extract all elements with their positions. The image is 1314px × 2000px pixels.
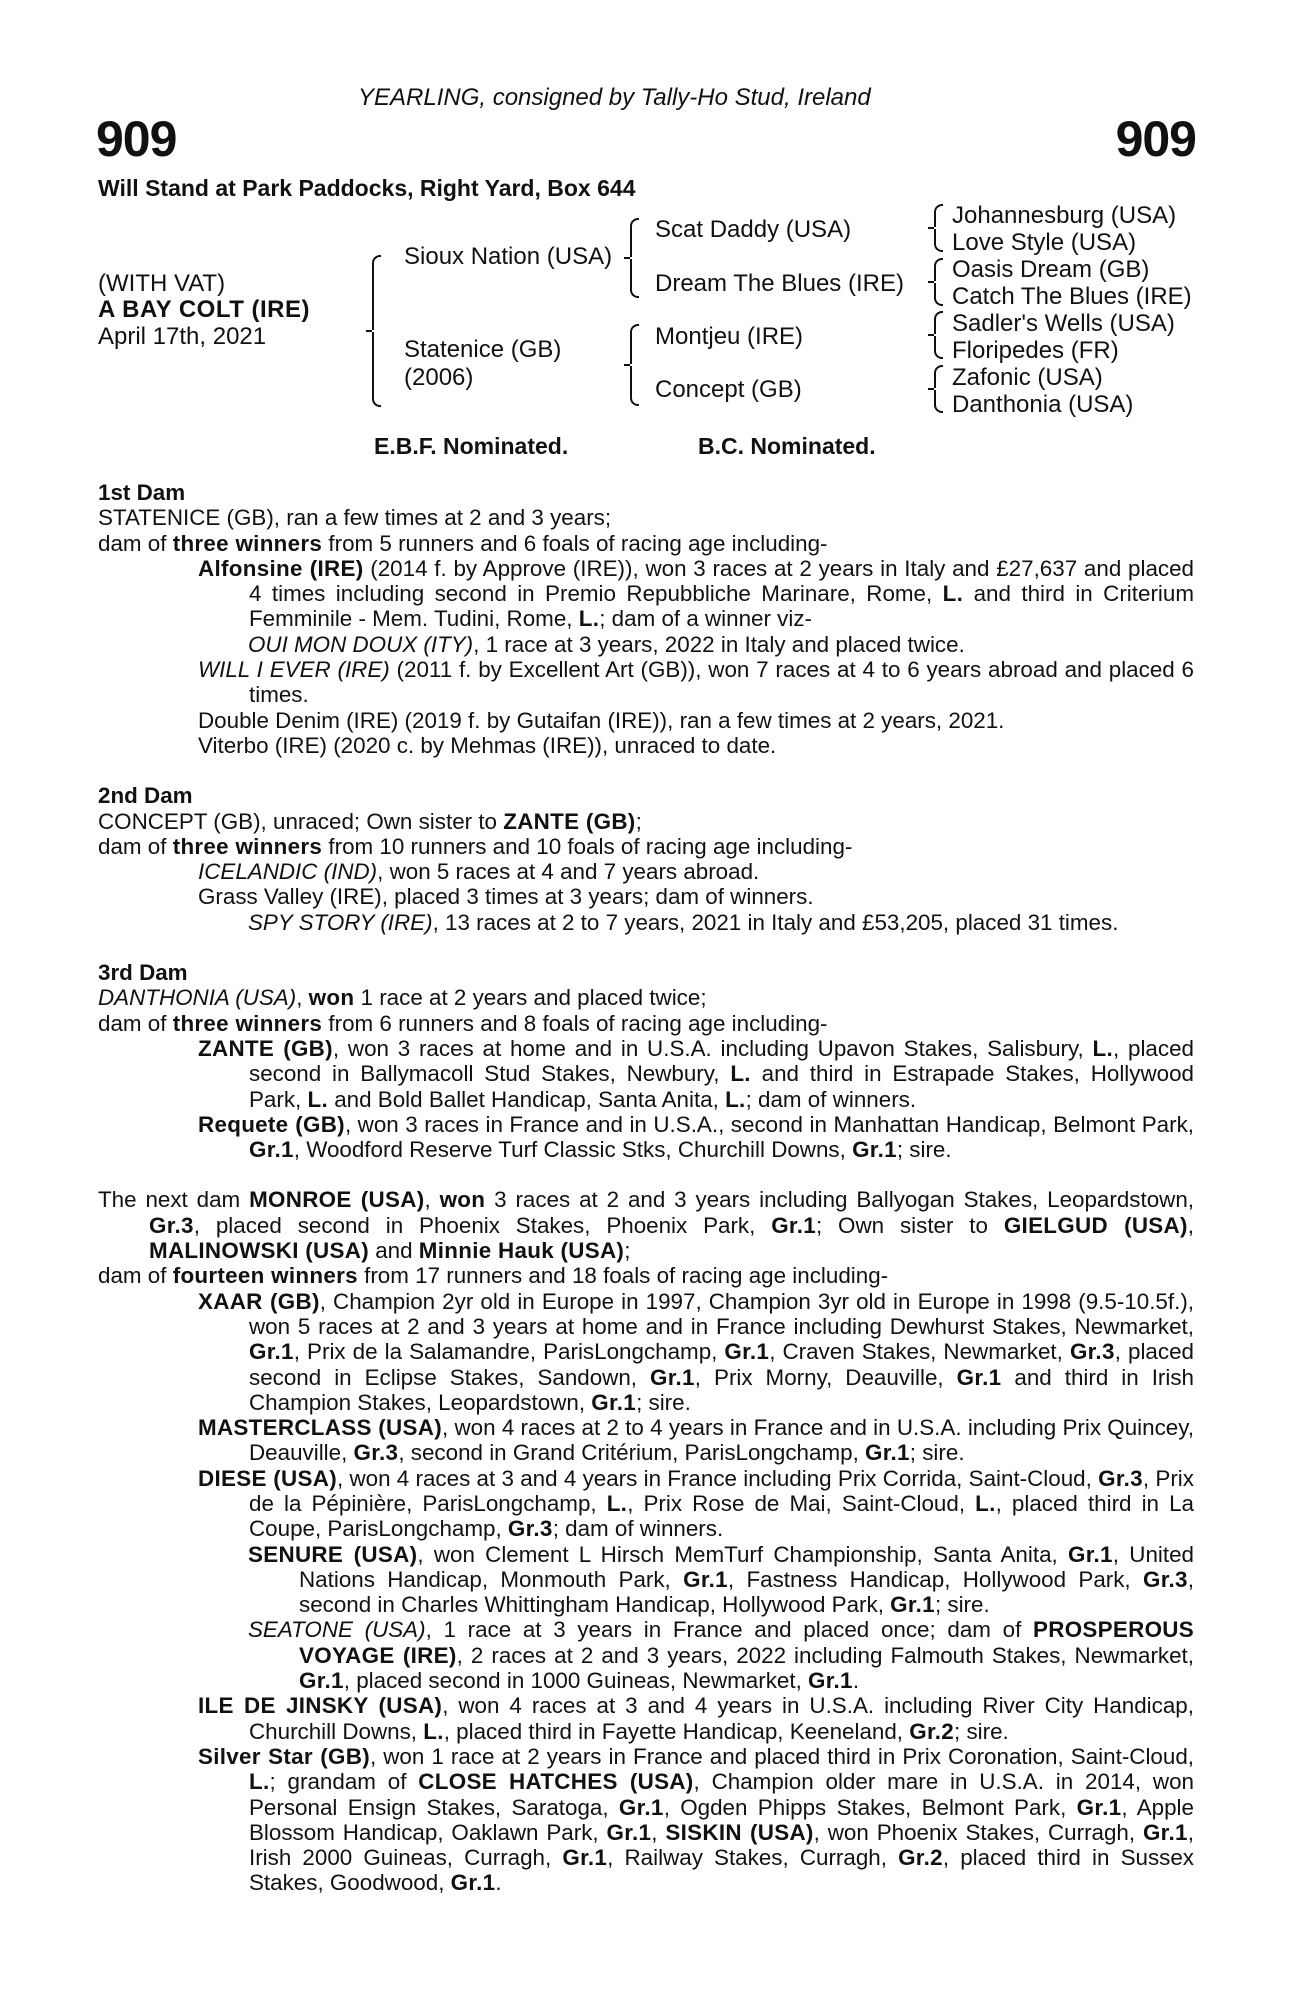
pedigree-bracket-g56: [934, 311, 944, 359]
pedigree-g3: Oasis Dream (GB): [952, 256, 1150, 283]
consignment-line: YEARLING, consigned by Tally-Ho Stud, Ireland: [358, 84, 871, 111]
produce-xaar: XAAR (GB), Champion 2yr old in Europe in 1997, Champion 3yr old in Europe in 1998 (9.5-10.5f.), won 5 races at 2 and 3 years at home and in France including Dewhurst Stakes, Newmarket, Gr.1, Prix de la Salamandre, ParisLongchamp, Gr.1, Craven Stakes, Newmarket, Gr.3, placed second in Eclipse Stakes, Sandown, Gr.1, Prix Morny, Deauville, Gr.1 and third in Irish Champion Stakes, Leopardstown, Gr.1; sire.: [198, 1288, 1194, 1415]
pedigree-bracket-g12-nose: [928, 227, 934, 229]
produce-double-denim: Double Denim (IRE) (2019 f. by Gutaifan (IRE)), ran a few times at 2 years, 2021.: [198, 707, 1005, 733]
pedigree-bracket-main: [372, 255, 382, 407]
pedigree-g5: Sadler's Wells (USA): [952, 310, 1175, 337]
lot-number-left: 909: [96, 111, 177, 167]
pedigree-dam-year: (2006): [404, 364, 474, 391]
produce-diese: DIESE (USA), won 4 races at 3 and 4 years in France including Prix Corrida, Saint-Cloud, Gr.3, Prix de la Pépinière, ParisLongchamp, L., Prix Rose de Mai, Saint-Cloud, L., placed third in La Coupe, ParisLongchamp, Gr.3; dam of winners.: [198, 1465, 1194, 1542]
pedigree-bracket-g78: [934, 365, 944, 413]
pedigree-bracket-g56-nose: [928, 334, 934, 336]
produce-viterbo: Viterbo (IRE) (2020 c. by Mehmas (IRE)), unraced to date.: [198, 732, 777, 758]
produce-silver-star: Silver Star (GB), won 1 race at 2 years in France and placed third in Prix Coronation, Saint-Cloud, L.; grandam of CLOSE HATCHES (USA), Champion older mare in U.S.A. in 2014, won Personal Ensign Stakes, Saratoga, Gr.1, Ogden Phipps Stakes, Belmont Park, Gr.1, Apple Blossom Handicap, Oaklawn Park, Gr.1, SISKIN (USA), won Phoenix Stakes, Curragh, Gr.1, Irish 2000 Guineas, Curragh, Gr.1, Railway Stakes, Curragh, Gr.2, placed third in Sussex Stakes, Goodwood, Gr.1.: [198, 1743, 1194, 1896]
first-dam-heading: 1st Dam: [98, 480, 186, 505]
pedigree-bracket-g12: [934, 204, 944, 252]
produce-icelandic: ICELANDIC (IND), won 5 races at 4 and 7 years abroad.: [198, 859, 760, 885]
ebf-nominated: E.B.F. Nominated.: [374, 433, 569, 459]
pedigree-bracket-nose: [366, 330, 372, 332]
grand-produce-oui-mon-doux: OUI MON DOUX (ITY), 1 race at 3 years, 2022 in Italy and placed twice.: [248, 631, 965, 657]
lot-number-right: 909: [1115, 111, 1196, 167]
horse-name: A BAY COLT (IRE): [98, 296, 311, 323]
pedigree-bracket-sire-nose: [624, 257, 630, 259]
pedigree-bracket-g34-nose: [928, 281, 934, 283]
pedigree-dam: Statenice (GB): [404, 336, 562, 363]
pedigree-bracket-sire: [630, 218, 640, 298]
produce-requete: Requete (GB), won 3 races in France and in U.S.A., second in Manhattan Handicap, Belmont Park, Gr.1, Woodford Reserve Turf Classic Stks, Churchill Downs, Gr.1; sire.: [198, 1111, 1194, 1163]
produce-alfonsine: Alfonsine (IRE) (2014 f. by Approve (IRE)), won 3 races at 2 years in Italy and £27,637 and placed 4 times including second in Premio Repubbliche Marinare, Rome, L. and third in Criterium Femminile - Mem. Tudini, Rome, L.; dam of a winner viz-: [198, 555, 1194, 632]
pedigree-sire-sire: Scat Daddy (USA): [655, 216, 852, 243]
pedigree-bracket-g78-nose: [928, 388, 934, 390]
pedigree-g4: Catch The Blues (IRE): [952, 283, 1192, 310]
third-dam-heading: 3rd Dam: [98, 960, 188, 986]
produce-masterclass: MASTERCLASS (USA), won 4 races at 2 to 4 years in France and in U.S.A. including Prix Quincey, Deauville, Gr.3, second in Grand Critérium, ParisLongchamp, Gr.1; sire.: [198, 1415, 1194, 1466]
next-dam-line: The next dam MONROE (USA), won 3 races at 2 and 3 years including Ballyogan Stakes, Leopardstown, Gr.3, placed second in Phoenix Stakes, Phoenix Park, Gr.1; Own sister to GIELGUD (USA), MALINOWSKI (USA) and Minnie Hauk (USA);: [98, 1187, 1195, 1264]
pedigree-sire: Sioux Nation (USA): [404, 243, 613, 270]
produce-will-i-ever: WILL I EVER (IRE) (2011 f. by Excellent Art (GB)), won 7 races at 4 to 6 years abroad and placed 6 times.: [198, 657, 1194, 708]
pedigree-bracket-dam: [630, 324, 640, 406]
first-dam-line: STATENICE (GB), ran a few times at 2 and 3 years;: [98, 505, 612, 531]
bc-nominated: B.C. Nominated.: [698, 433, 876, 459]
pedigree-g8: Danthonia (USA): [952, 391, 1134, 418]
third-dam-line: DANTHONIA (USA), won 1 race at 2 years and placed twice;: [98, 985, 707, 1011]
pedigree-g7: Zafonic (USA): [952, 364, 1103, 391]
pedigree-bracket-dam-nose: [624, 364, 630, 366]
catalogue-body: [98, 480, 1194, 1896]
grand-produce-seatone: SEATONE (USA), 1 race at 3 years in France and placed once; dam of PROSPEROUS VOYAGE (IRE), 2 races at 2 and 3 years, 2022 including Falmouth Stakes, Newmarket, Gr.1, placed second in 1000 Guineas, Newmarket, Gr.1.: [248, 1617, 1195, 1694]
date-of-birth: April 17th, 2021: [98, 323, 267, 350]
pedigree-g1: Johannesburg (USA): [952, 202, 1177, 229]
produce-zante: ZANTE (GB), won 3 races at home and in U.S.A. including Upavon Stakes, Salisbury, L., placed second in Ballymacoll Stud Stakes, Newbury, L. and third in Estrapade Stakes, Hollywood Park, L. and Bold Ballet Handicap, Santa Anita, L.; dam of winners.: [198, 1035, 1194, 1112]
grand-produce-spy-story: SPY STORY (IRE), 13 races at 2 to 7 years, 2021 in Italy and £53,205, placed 31 times.: [248, 909, 1119, 935]
second-dam-line: CONCEPT (GB), unraced; Own sister to ZANTE (GB);: [98, 808, 642, 834]
stand-location: Will Stand at Park Paddocks, Right Yard, Box 644: [98, 175, 636, 201]
third-dam-produce-line: dam of three winners from 6 runners and 8 foals of racing age including-: [98, 1010, 828, 1036]
pedigree-g2: Love Style (USA): [952, 229, 1137, 256]
pedigree-sire-dam: Dream The Blues (IRE): [655, 270, 904, 297]
pedigree-bracket-g34: [934, 258, 944, 306]
next-dam-produce-line: dam of fourteen winners from 17 runners and 18 foals of racing age including-: [98, 1263, 889, 1289]
produce-grass-valley: Grass Valley (IRE), placed 3 times at 3 years; dam of winners.: [198, 884, 814, 910]
second-dam-heading: 2nd Dam: [98, 783, 193, 809]
second-dam-produce-line: dam of three winners from 10 runners and 10 foals of racing age including-: [98, 833, 853, 859]
pedigree-g6: Floripedes (FR): [952, 337, 1119, 364]
pedigree-dam-sire: Montjeu (IRE): [655, 323, 804, 350]
grand-produce-senure: SENURE (USA), won Clement L Hirsch MemTurf Championship, Santa Anita, Gr.1, United Nations Handicap, Monmouth Park, Gr.1, Fastness Handicap, Hollywood Park, Gr.3, second in Charles Whittingham Handicap, Hollywood Park, Gr.1; sire.: [248, 1541, 1194, 1618]
vat-note: (WITH VAT): [98, 270, 226, 297]
pedigree-dam-dam: Concept (GB): [655, 376, 802, 403]
first-dam-produce-line: dam of three winners from 5 runners and 6 foals of racing age including-: [98, 530, 828, 556]
produce-ile-de-jinsky: ILE DE JINSKY (USA), won 4 races at 3 and 4 years in U.S.A. including River City Handicap, Churchill Downs, L., placed third in Fayette Handicap, Keeneland, Gr.2; sire.: [198, 1693, 1194, 1744]
